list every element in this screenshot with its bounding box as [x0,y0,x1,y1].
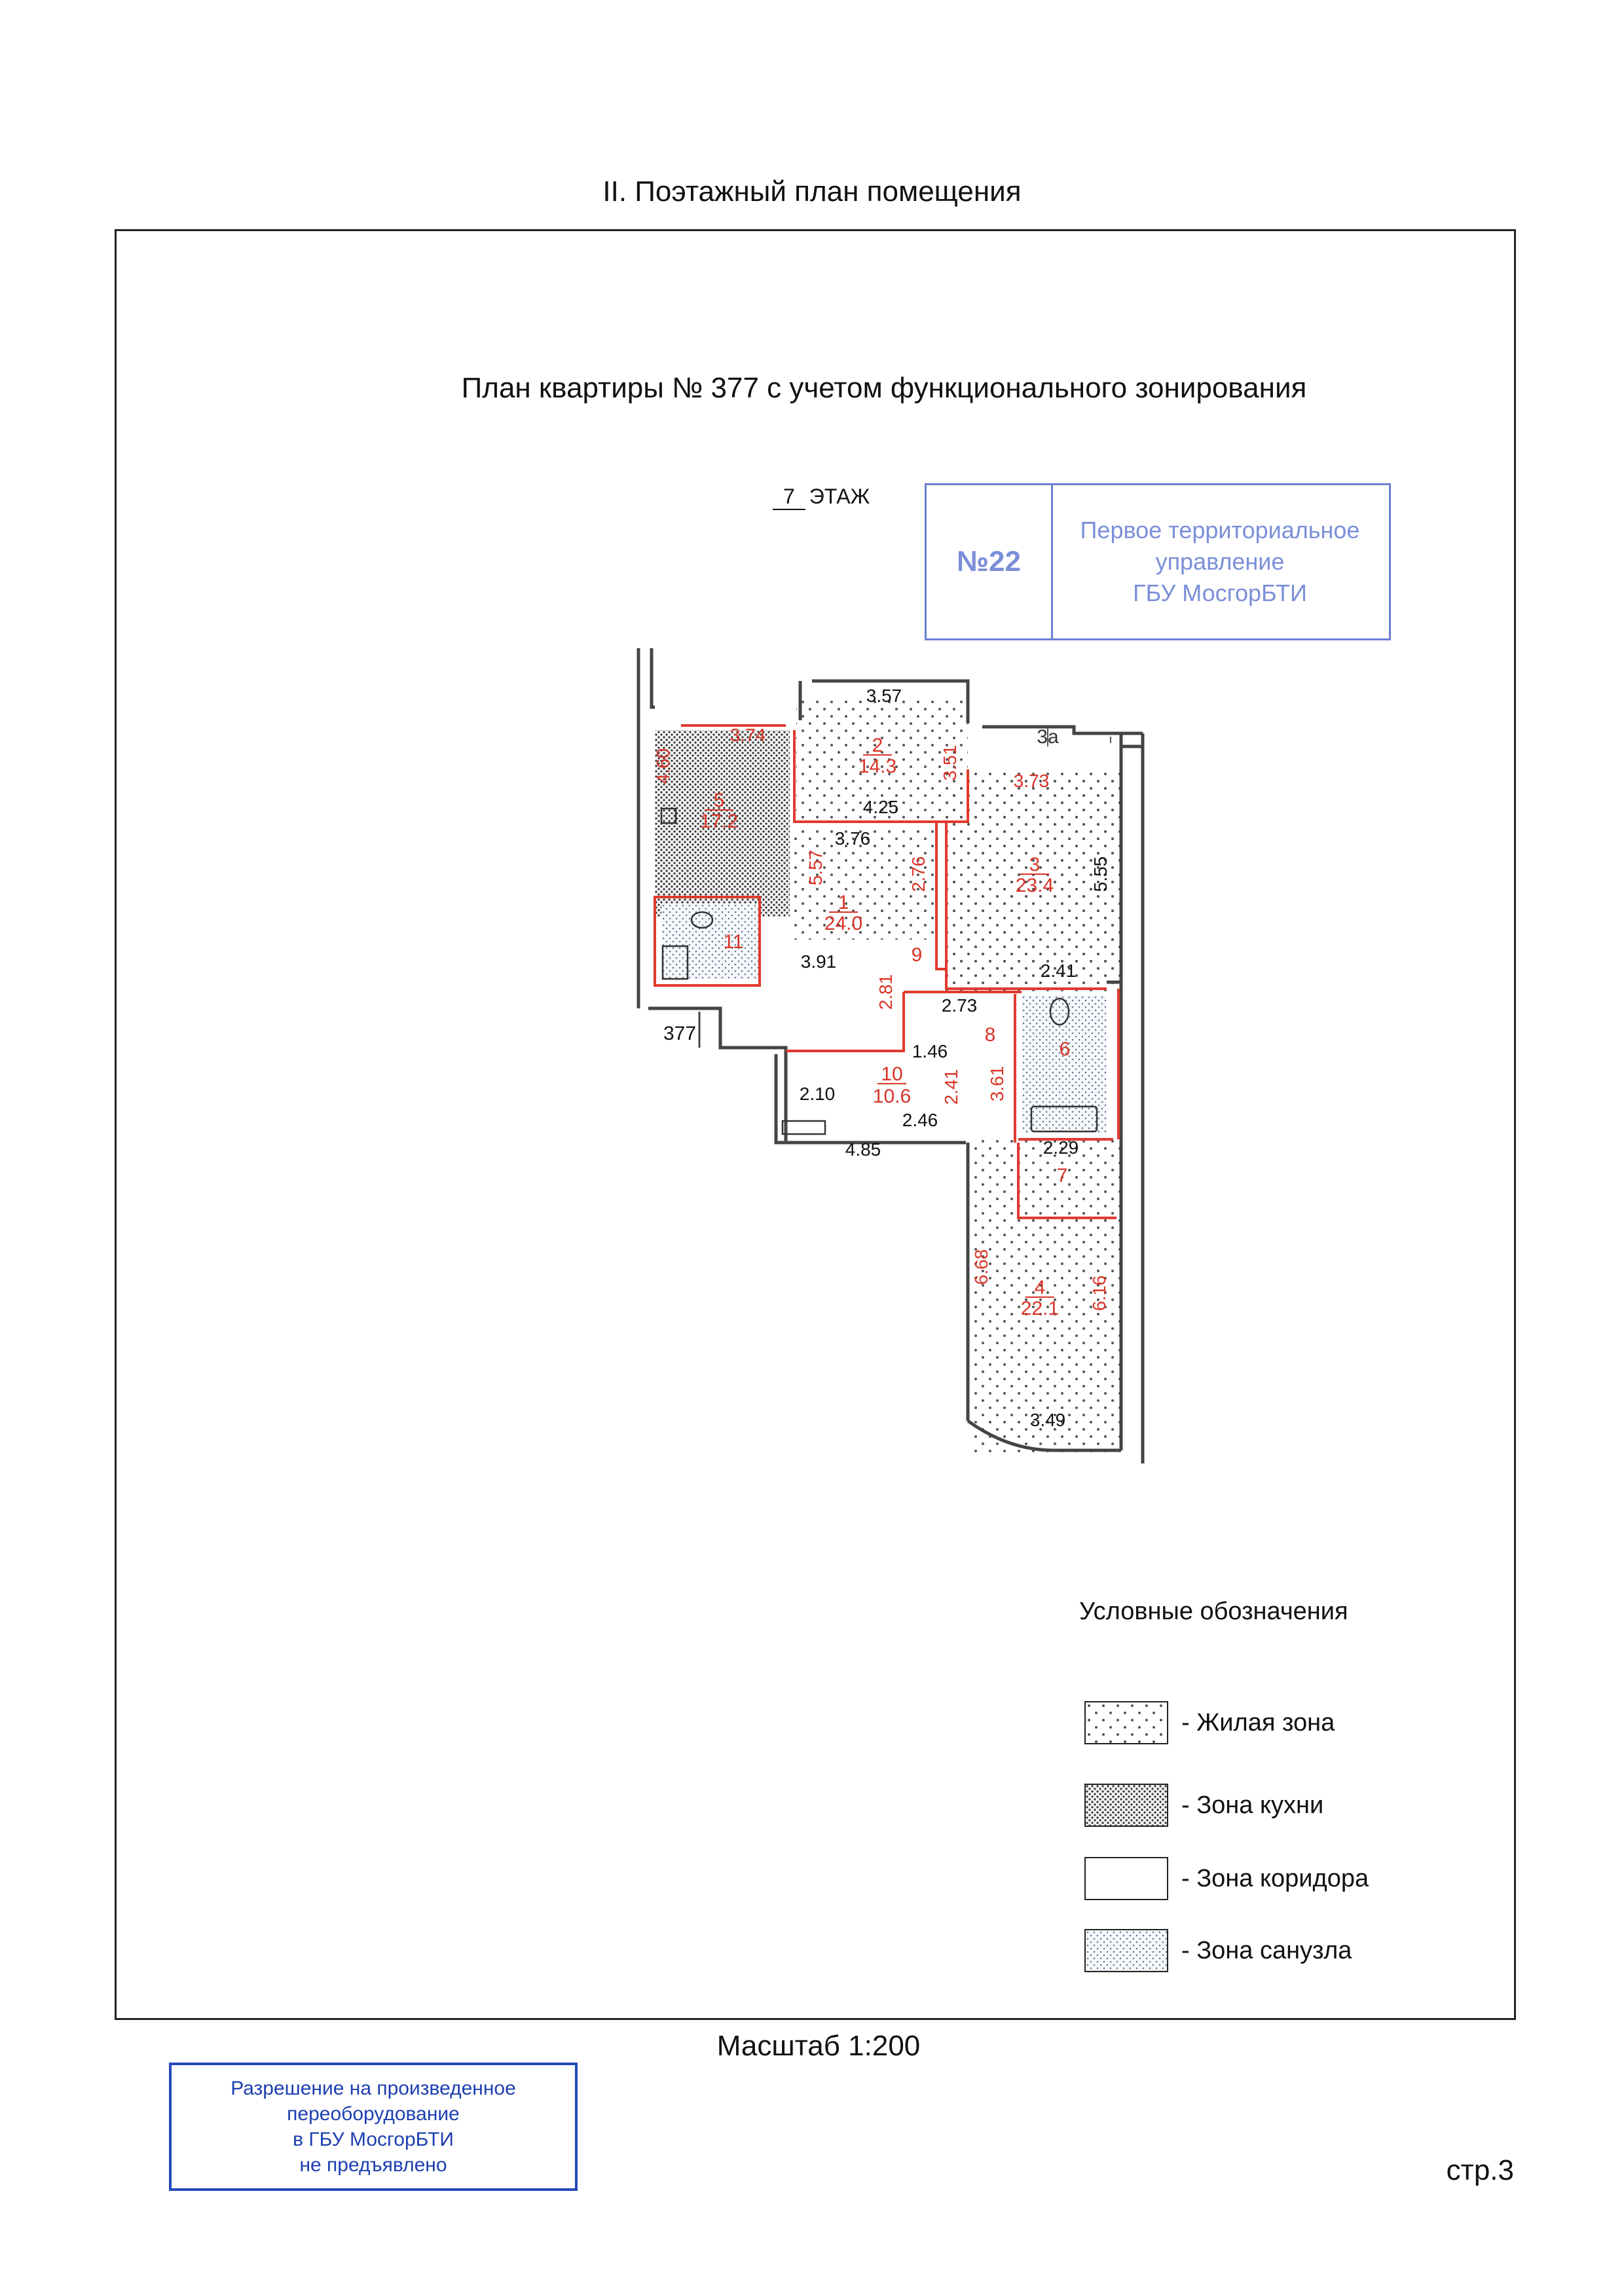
page-number: стр.3 [1446,2154,1514,2186]
room-10-number: 10 [881,1063,903,1085]
permit-line: Разрешение на произведенное [231,2078,516,2099]
dim-label: 3.57 [866,686,902,706]
dim-label: 2.41 [941,1069,961,1105]
room-5-number: 5 [713,790,725,811]
dim-label: 6.16 [1089,1275,1109,1312]
scale-label: Масштаб 1:200 [716,2030,921,2062]
legend-item-living [1084,1700,1335,1746]
legend-swatch-kitchen [1084,1784,1168,1827]
dim-label: 1.46 [912,1041,948,1061]
floor-number: 7 [773,485,805,510]
room-9-number: 9 [911,944,923,966]
room-7-number: 7 [1056,1165,1068,1186]
legend-item-kitchen [1084,1782,1323,1828]
room-3-number: 3 [1029,854,1041,875]
dim-label: 2.29 [1043,1137,1079,1158]
room-4-area: 22.1 [1020,1298,1060,1319]
legend-title: Условные обозначения [1079,1598,1348,1625]
stamp-line: Первое территориальное [1080,517,1360,543]
room-4-number: 4 [1034,1277,1046,1298]
legend-label: - Жилая зона [1181,1708,1335,1736]
legend-item-corridor [1084,1856,1369,1901]
room-3-area: 23.4 [1015,875,1054,896]
room-5-area: 17.2 [699,811,739,832]
permit-line: переоборудование [287,2103,460,2125]
dim-label: 3.73 [1013,771,1050,791]
legend-label: - Зона санузла [1181,1936,1352,1964]
legend-label: - Зона коридора [1181,1864,1369,1892]
dim-label: 4.25 [862,797,899,817]
dim-label: 2.10 [799,1084,836,1104]
dim-label: 3.51 [940,744,960,781]
legend-item-bathroom [1084,1928,1352,1974]
room-1-number: 1 [838,892,849,913]
bathroom-zone-fill [1022,995,1107,1133]
dim-label: 2.73 [941,995,978,1016]
stamp-number: №22 [927,485,1053,638]
room-2-area: 14.3 [858,756,897,777]
page-heading: II. Поэтажный план помещения [602,175,1022,208]
dim-label: 3.76 [834,828,871,849]
permit-stamp [169,2063,578,2191]
legend-swatch-living [1084,1701,1168,1744]
room-3a-number: 3а [1037,726,1059,748]
legend-swatch-corridor [1084,1857,1168,1900]
dim-label: 3.61 [987,1065,1007,1102]
room-1-area: 24.0 [824,913,863,934]
dim-label: 2.81 [876,974,896,1010]
plan-title: План квартиры № 377 с учетом функционального зонирования [461,372,1307,404]
room-10-area: 10.6 [872,1086,912,1107]
dim-label: 2.41 [1040,961,1077,981]
stamp-line: управление [1155,548,1285,575]
stamp-line: ГБУ МосгорБТИ [1133,579,1307,606]
legend-label: - Зона кухни [1181,1791,1324,1819]
floor-label: ЭТАЖ [809,485,870,508]
room-11-number: 11 [723,931,744,953]
room-8-number: 8 [984,1024,996,1046]
permit-line: не предъявлено [299,2154,447,2176]
dim-label: 6.68 [971,1249,991,1285]
dim-label: 5.57 [805,849,826,886]
legend-swatch-bathroom [1084,1929,1168,1972]
dim-label: 3.91 [800,951,837,972]
room-2-number: 2 [872,735,883,756]
dim-label: 3.74 [729,725,766,745]
permit-line: в ГБУ МосгорБТИ [293,2129,454,2150]
dim-label: 3.49 [1029,1410,1066,1430]
dim-label: 2.76 [908,856,929,892]
dim-label: 4.60 [653,748,673,784]
dim-label: 4.85 [845,1139,881,1160]
dim-label: 5.55 [1090,856,1111,892]
apartment-number: 377 [663,1023,697,1044]
room-6-number: 6 [1059,1038,1071,1060]
dim-label: 2.46 [902,1110,938,1130]
